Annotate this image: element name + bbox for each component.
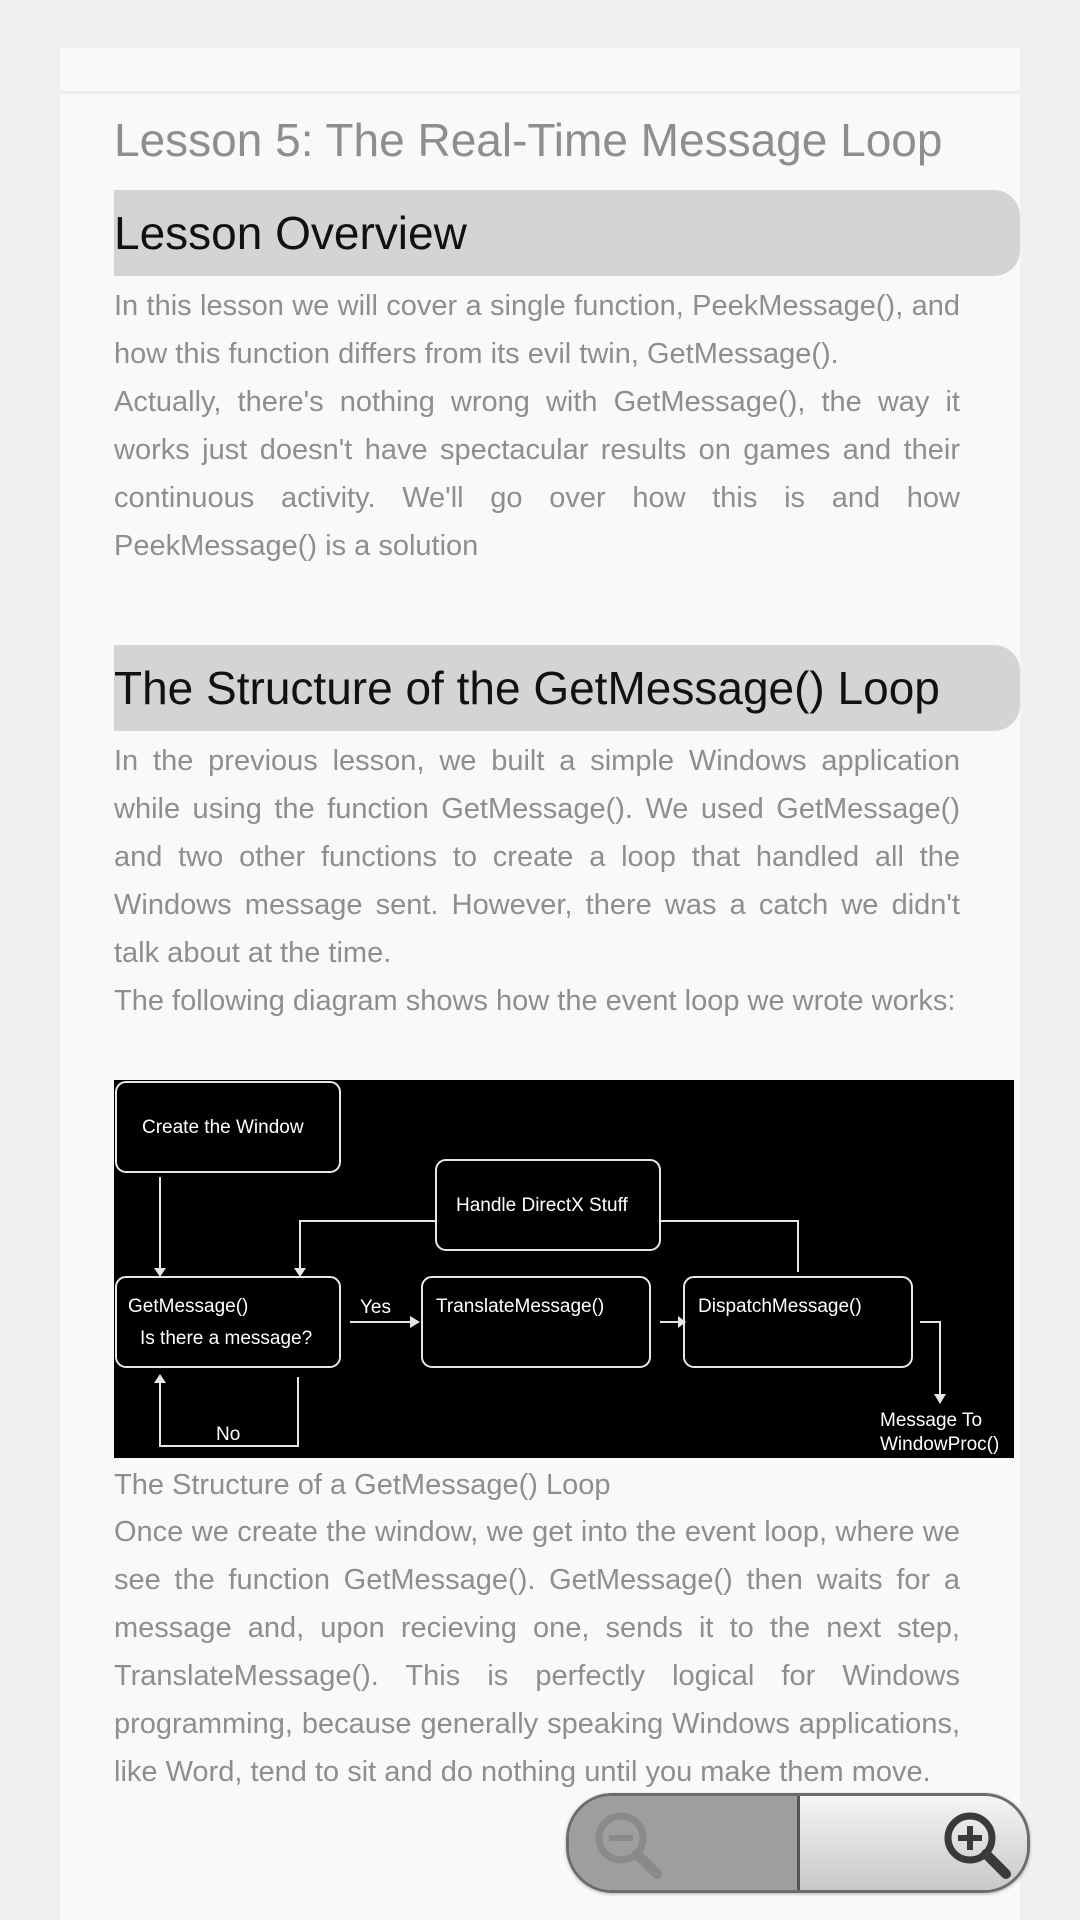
overview-paragraph: In this lesson we will cover a single function, PeekMessage(), and how this function differs from its evil twin, GetMessage(). [114, 290, 960, 370]
diagram-label: Yes [360, 1297, 391, 1318]
structure-paragraph: The following diagram shows how the event loop we wrote works: [114, 985, 956, 1017]
diagram-label: TranslateMessage() [436, 1296, 605, 1317]
structure-paragraph: Once we create the window, we get into the event loop, where we see the function GetMessage(). GetMessage() then waits for a message and, upon recieving one, sends it to the next step, TranslateMessage(). This is perfectly logical for Windows programming, because generally speaking Windows applications, like Word, tend to sit and do nothing until you make them move. [114, 1516, 960, 1788]
zoom-out-icon [587, 1804, 667, 1884]
diagram-label: GetMessage() [128, 1296, 249, 1317]
overview-heading: Lesson Overview [114, 207, 467, 259]
overview-paragraph: Actually, there's nothing wrong with GetMessage(), the way it works just doesn't have spectacular results on games and their continuous activity. We'll go over how this is and how PeekMessage() is a solution [114, 386, 960, 562]
dispatch-box [684, 1277, 912, 1367]
diagram-caption: The Structure of a GetMessage() Loop [114, 1469, 611, 1501]
section-heading-band [114, 645, 1020, 731]
lesson-title: Lesson 5: The Real-Time Message Loop [114, 114, 943, 166]
diagram-label: DispatchMessage() [698, 1296, 862, 1317]
zoom-out-button[interactable] [569, 1796, 800, 1890]
article-content [114, 112, 1000, 1796]
zoom-controls [566, 1793, 1030, 1893]
section-heading-band [114, 190, 1020, 276]
diagram-label: Create the Window [142, 1117, 304, 1138]
getmessage-box [116, 1277, 340, 1367]
diagram-label: Is there a message? [140, 1328, 313, 1349]
zoom-in-button[interactable] [800, 1796, 1028, 1890]
structure-heading: The Structure of the GetMessage() Loop [114, 662, 940, 714]
translate-box [422, 1277, 650, 1367]
diagram-label: No [216, 1424, 241, 1445]
browser-top-bar [0, 0, 1080, 48]
page-container [60, 48, 1020, 1920]
diagram-label: WindowProc() [880, 1434, 1000, 1455]
event-loop-diagram [114, 1080, 1014, 1458]
page-divider [60, 91, 1020, 94]
diagram-label: Message To [880, 1410, 983, 1431]
zoom-in-icon [936, 1804, 1016, 1884]
diagram-label: Handle DirectX Stuff [456, 1195, 628, 1216]
structure-paragraph: In the previous lesson, we built a simple Windows application while using the function GetMessage(). We used GetMessage() and two other functions to create a loop that handled all the Windows message sent. However, there was a catch we didn't talk about at the time. [114, 745, 960, 969]
